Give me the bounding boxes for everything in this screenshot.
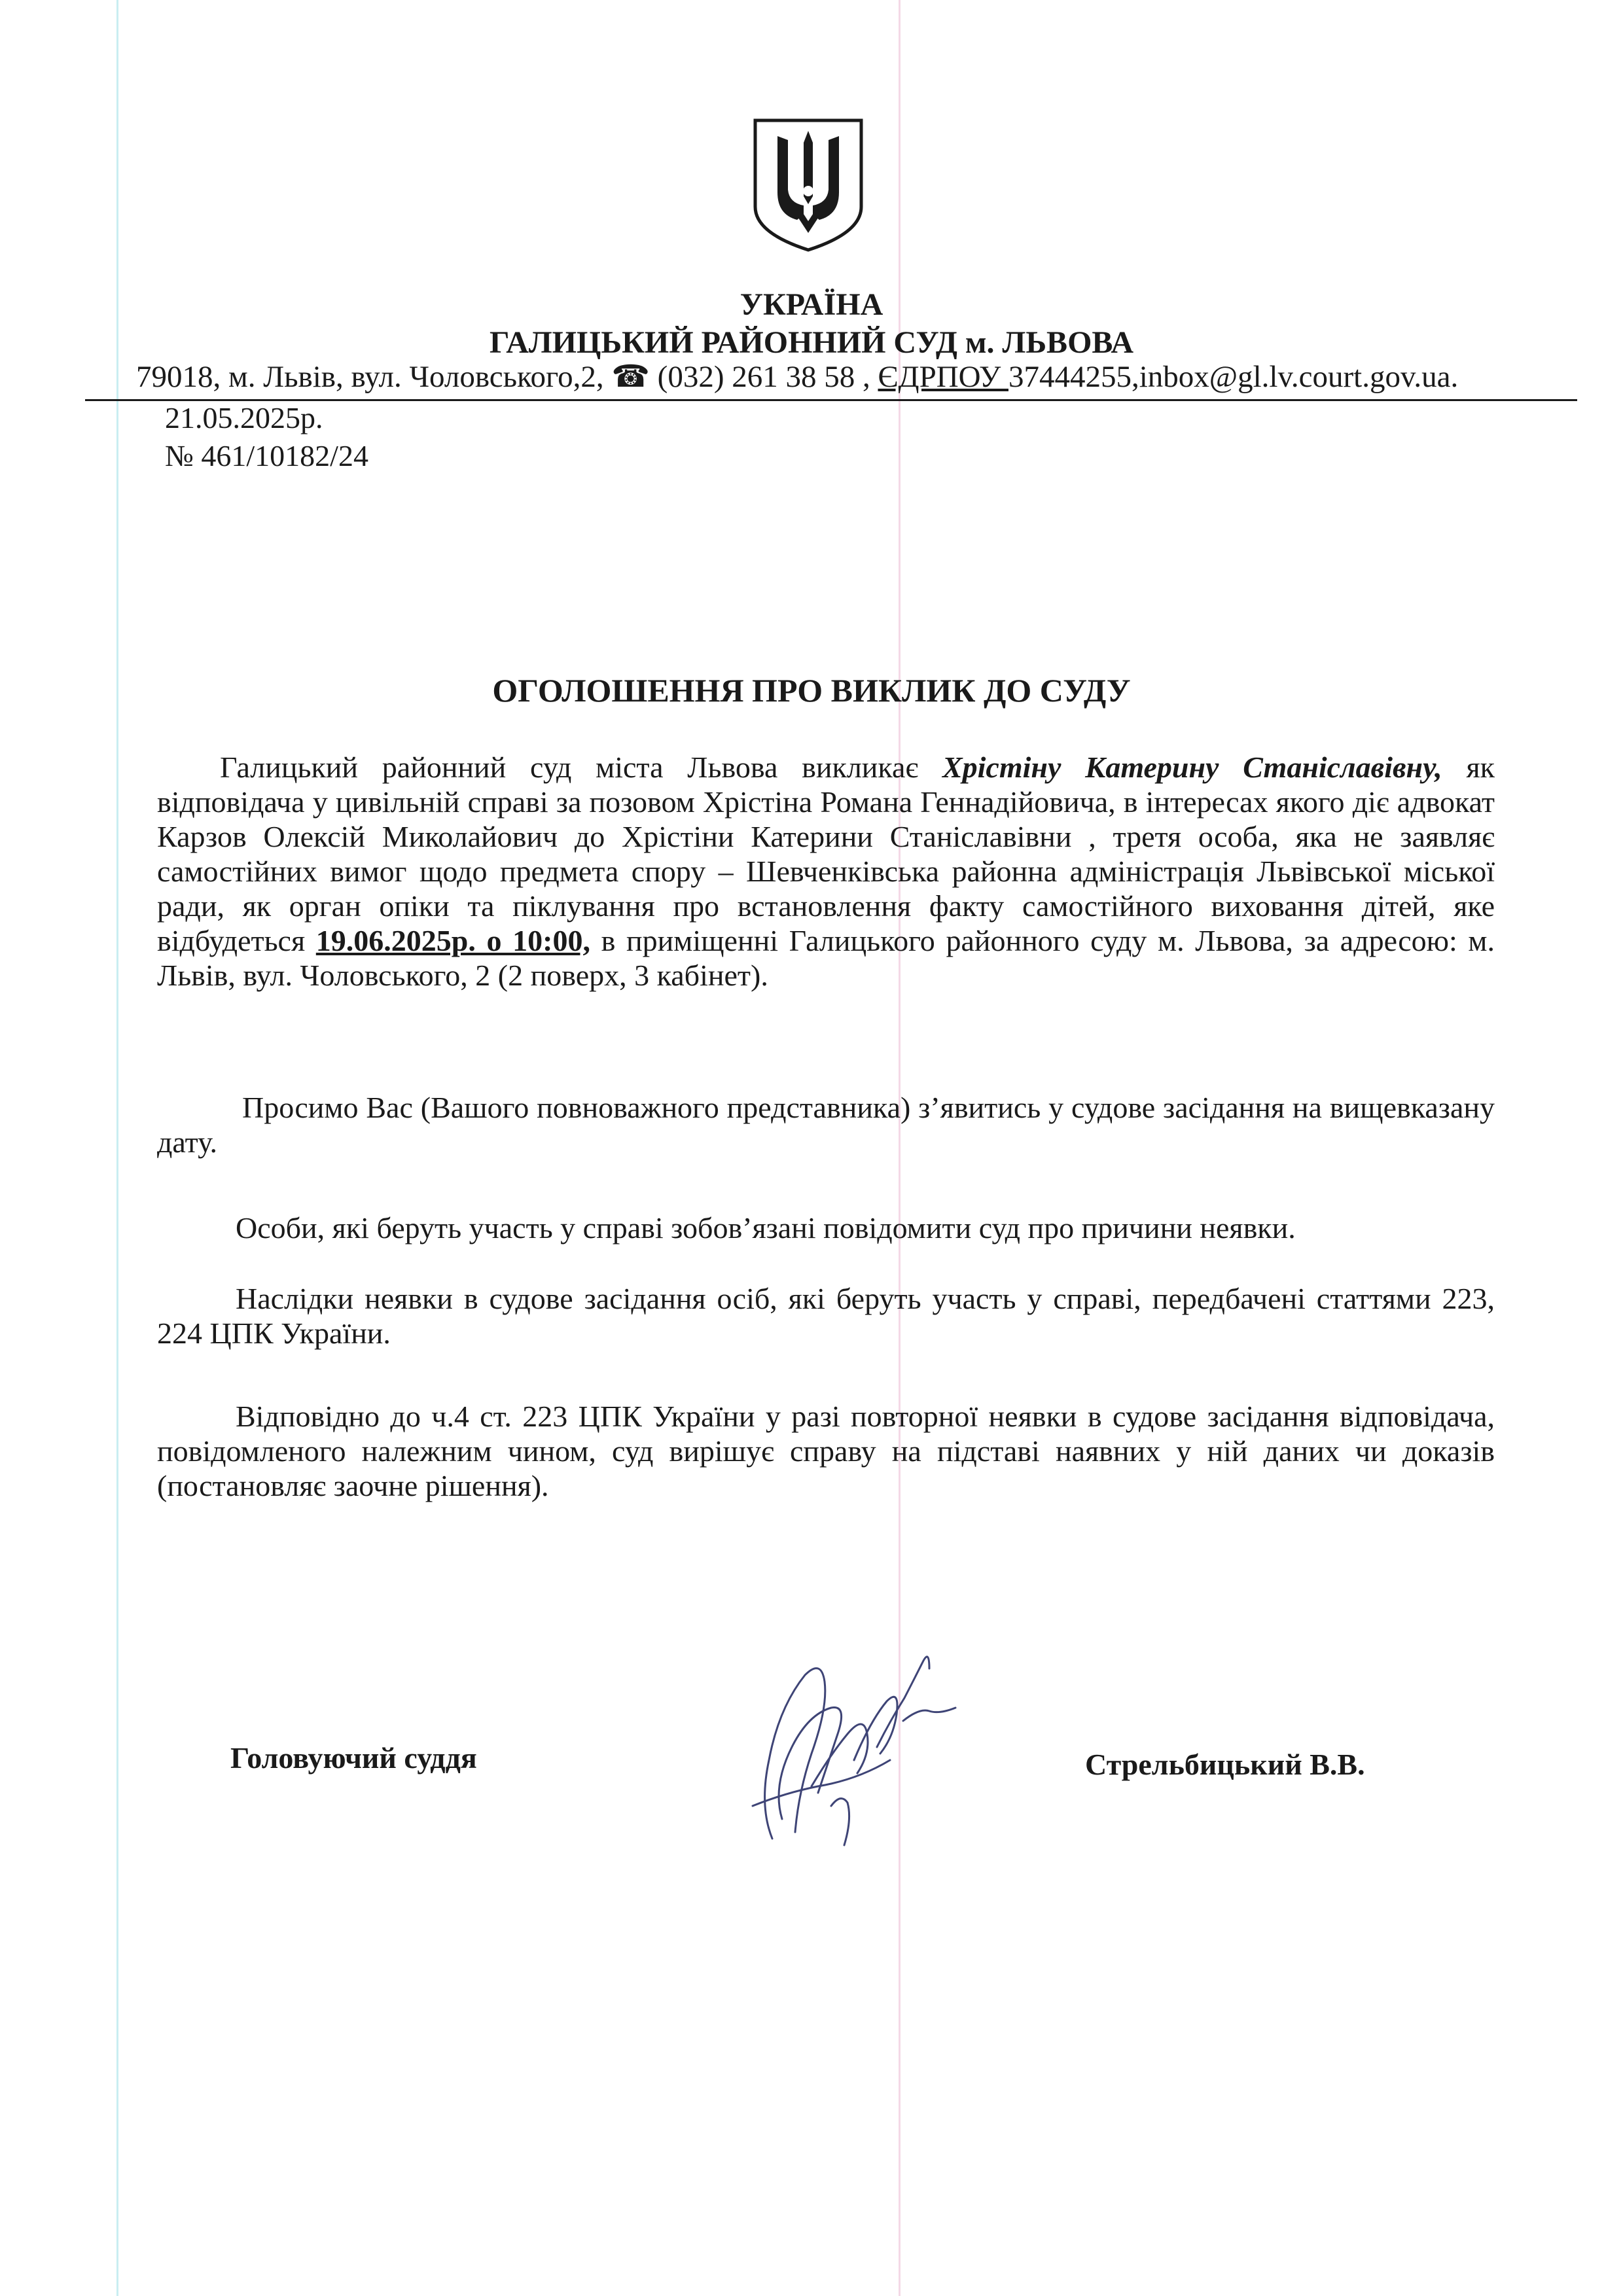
telephone-icon: ☎: [611, 360, 650, 394]
trident-coat-of-arms-icon: [751, 116, 865, 254]
document-date: 21.05.2025р.: [165, 401, 323, 434]
summons-text-start: Галицький районний суд міста Львова викликає: [220, 751, 942, 784]
judge-signature: [733, 1623, 969, 1871]
edrpou-and-email: 37444255,inbox@gl.lv.court.gov.ua.: [1008, 360, 1459, 394]
summons-paragraph: [157, 750, 1495, 993]
consequences-paragraph: Наслідки неявки в судове засідання осіб, які беруть участь у справі, передбачені статтями 223, 224 ЦПК України.: [157, 1282, 1495, 1350]
defendant-name: Хрістіну Катерину Станіславівну,: [942, 751, 1442, 784]
appearance-request-paragraph: Просимо Вас (Вашого повноважного представника) з’явитись у судове засідання на вищевказану дату.: [157, 1091, 1495, 1159]
summons-text-end: в приміщенні Галицького районного суду м. Львова, за адресою: м. Львів, вул. Чоловського, 2 (2 поверх, 3 кабінет).: [157, 924, 1495, 992]
edrpou-label: ЄДРПОУ: [878, 360, 1008, 394]
judge-name: Стрельбицький В.В.: [1085, 1748, 1365, 1781]
document-title: ОГОЛОШЕННЯ ПРО ВИКЛИК ДО СУДУ: [492, 672, 1131, 709]
phone-number: (032) 261 38 58 ,: [649, 360, 878, 394]
hearing-date-time: 19.06.2025р. о 10:00,: [315, 924, 590, 957]
court-address-line: [136, 359, 1458, 395]
case-number: № 461/10182/24: [165, 439, 368, 472]
summons-text-middle: як відповідача у цивільній справі за позовом Хрістіна Романа Геннадійовича, в інтересах якого діє адвокат Карзов Олексій Миколайович до Хрістіни Катерини Станіславівни , третя особа, яка не заявляє самостійних вимог щодо предмета спору – Шевченківська районна адміністрація Львівської міської ради, як орган опіки та піклування про встановлення факту самостійного виховання дітей, яке відбудеться: [157, 751, 1495, 957]
absence-notice-paragraph: Особи, які беруть участь у справі зобов’язані повідомити суд про причини неявки.: [236, 1211, 1296, 1245]
address-text: 79018, м. Львів, вул. Чоловського,2,: [136, 360, 612, 394]
court-name-heading: ГАЛИЦЬКИЙ РАЙОННИЙ СУД м. ЛЬВОВА: [489, 325, 1134, 360]
presiding-judge-label: Головуючий суддя: [230, 1741, 477, 1775]
default-judgment-paragraph: Відповідно до ч.4 ст. 223 ЦПК України у разі повторної неявки в судове засідання відповідача, повідомленого належним чином, суд вирішує справу на підставі наявних у ній даних чи доказів (постановляє заочне рішення).: [157, 1400, 1495, 1502]
country-heading: УКРАЇНА: [740, 287, 883, 322]
